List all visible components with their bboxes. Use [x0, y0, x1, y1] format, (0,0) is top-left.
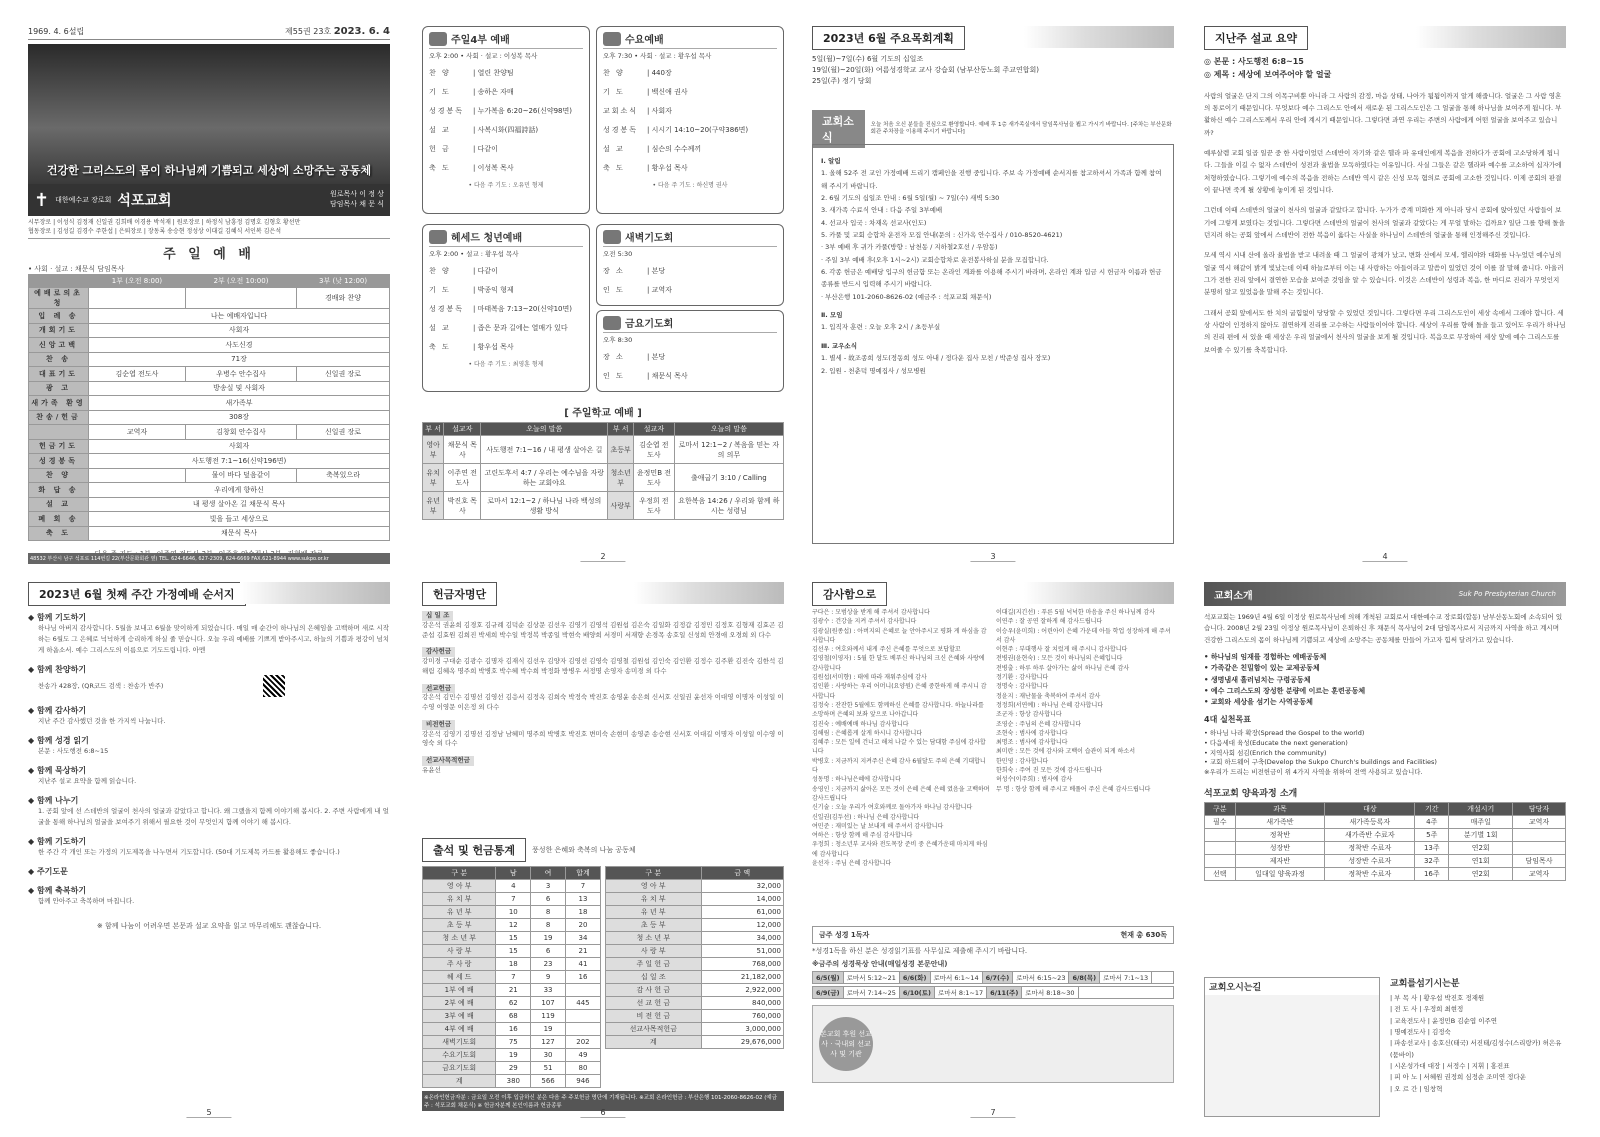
news-item: · 부산은행 101-2060-8626-02 (예금주 : 석포교회 채문식): [821, 292, 992, 301]
address-footer: 48532 부산시 남구 석포로 114번길 22(부산문화회관 옆) TEL. 624-6646, 627-2309, 624-6669 FAX.621-8944 www.sukpo.or.kr: [28, 553, 390, 564]
goal-item: • 지역사회 섬김(Enrich the community): [1204, 748, 1327, 757]
news-item: · 3부 예배 후 귀가 카풀(방향 : 남천동 / 지하철2호선 / 우암동): [821, 243, 998, 252]
thanks-entry: 김광수 : 건강을 지켜 주셔서 감사합니다: [812, 618, 917, 626]
established-date: 1969. 4. 6설립: [28, 27, 85, 36]
school-row: 영아부 채문식 목 사 사도행전 7:1~16 / 내 평생 살아온 길 초등부 김순엽 전도사 로마서 12:1~2 / 복음을 믿는 자의 의무: [423, 436, 784, 464]
servant-item: | 피 아 노 | 서혜원 권정희 심정순 조미연 정다운: [1390, 1073, 1526, 1082]
attendance-row: 3부 예 배 68 119: [423, 1010, 601, 1023]
goal-item: • 다음세대 육성(Educate the next generation): [1204, 738, 1348, 747]
order-row: 입 례 송 나는 예배자입니다: [29, 309, 390, 324]
attendance-row: 유 치 부 7 6 13: [423, 893, 601, 906]
page-2: 주일4부 예배 오후 2:00 • 사회 · 설교 : 이성복 목사 찬 양 | 열린 찬양팀 기 도 | 송하은 자매 성경봉독 | 누가복음 6:20~26(신약98면) 설 교 | 사복시화(四福詩話) 헌 금 | 다같이 축 도 | 이성복 목사 • 다음 주 기도 : 오유민 형제 수요예배 오후 7:30 • 사회 · 설교 : 황우섭 목사 찬 양 | 440장 기 도 | 백신애 권사 교회소식 | 사회자 성경봉독 | 시시기 14:10~20(구약386면) 설 교 | 심슨의 수수께끼 축 도 | 황우섭 목사 • 다음 주 기도 : 하신명 권사 헤세드 청년예배 오후 2:00 • 설교 : 황우섭 목사 찬 양 | 다같이 기 도 | 박종익 형제 성경봉독 | 마태복음 7:13~20(신약10면) 설 교 | 좁은 문과 길에는 열매가 있다 축 도 | 황우섭 목사 • 다음 주 기도 : 최영훈 형제 새벽기도회 오전 5:30 장 소 | 본당 인 도 | 교역자 금요기도회 오후 8:30 장 소 | 본당 인 도 | 채문식 목사 [ 주일학교 예배 ] 부 서 설교자 오늘의 말씀 부 서 설교자 오늘의 말씀 영아부 채문식 목 사 사도행전 7:1~16 / 내 평생 살아온 길 초등부 김순엽 전도사 로마서 12:1~2 / 복음을 믿는 자의 의무 유치부 이주연 전도사 고린도후서 4:7 / 우리는 예수님을 자랑하는 교회야요 청소년부 윤정민B 전도사 출애굽기 3:10 / Calling 유년부 박진호 목 사 로마서 12:1~2 / 하나님 나라 백성의 생활 방식 사랑부 우정희 전도사 요한복음 14:26 / 우리와 함께 하시는 성령님 2: [422, 26, 784, 564]
servant-item: | 오 르 간 | 임창혁: [1390, 1084, 1443, 1093]
worship-row: 찬 양 | 다같이: [429, 267, 498, 275]
sermon-summary-title: 지난주 설교 요약: [1204, 26, 1308, 50]
thanks-entry: 허성수(이주희) : 범사에 감사: [996, 776, 1073, 784]
thanks-entry: 신기술 : 오늘 우리가 여호와께로 돌아가자 하나님 감사합니다: [812, 804, 973, 812]
education-row: 성장반 정착반 수료자 13주 연2회: [1205, 841, 1566, 854]
thanks-entry: 여하은 : 항상 함께 해 주심 감사합니다: [812, 832, 913, 840]
thanks-entry: 우정희 : 청소년부 교사와 전도목장 준비 중 은혜가운데 마치게 하심에 감사합니다: [812, 841, 988, 858]
thanks-entry: 정명숙 : 감사합니다: [996, 683, 1049, 691]
offering-row: 유 년 부 61,000: [606, 906, 784, 919]
sunday-school-title: [ 주일학교 예배 ]: [564, 408, 642, 419]
attendance-row: 금요기도회 29 51 80: [423, 1062, 601, 1075]
school-row: 유년부 박진호 목 사 로마서 12:1~2 / 하나님 나라 백성의 생활 방식 사랑부 우정희 전도사 요한복음 14:26 / 우리와 함께 하시는 성령님: [423, 492, 784, 520]
page-8: [1204, 582, 1566, 1120]
directions-title: 교회오시는길: [1205, 978, 1379, 995]
attendance-row: 2부 예 배 62 107 445: [423, 997, 601, 1010]
sermon-paragraph: 예루살렘 교회 일곱 일꾼 중 한 사람이었던 스데반이 자기와 같은 헬라 파 유대인에게 복음을 전하다가 공회에 고소당하게 됩니다. 그들을 이길 수 없자 스데반이 성전과 율법을 모독하였다는 이유입니다. 사실 그들은 같은 헬라파 예수를 고소하여 십자가에 처형하였습니다. 그렇기에 예수의 복음을 전하는 스데반 역시 같은 신성 모독 혐의로 공회에 고소한 것입니다. 이제 공회의 판결이 끝나면 죽게 될 상황에 놓이게 된 것입니다.: [1204, 148, 1562, 194]
attendance-row: 계 380 566 946: [423, 1075, 601, 1088]
thanks-entry: 최명조 : 범사에 감사합니다: [996, 739, 1068, 747]
church-servants: 교회를섬기시는분 | 부 목 사 | 황우섭 박진호 정재원 | 전 도 사 | 우정희 최현정 | 교육전도사 | 윤정민B 김순엽 이주연 | 명예전도사 | 김정숙 | 파송선교사 | 송호신(태국) 서진태/김성수(스리랑카) 허은유(뭄바이) | 시온성가대 대장 | 서정수 | 지휘 | 홍진표 | 피 아 노 | 서혜원 권정희 심정순 조미연 정다운 | 오 르 간 | 임창혁: [1390, 977, 1566, 1095]
thanks-entry: 이승우(윤미희) : 어린아이 은혜 가운데 아들 학업 성장하게 해 주셔서 감사: [996, 627, 1171, 644]
order-row: 찬송/헌금 308장: [29, 410, 390, 425]
attendance-row: 1부 예 배 21 33: [423, 984, 601, 997]
worship-row: 장 소 | 본당: [603, 353, 666, 361]
sermon-paragraph: 사람의 얼굴은 단지 그의 이목구비뿐 아니라 그 사람의 감정, 마음 상태, 나아가 됨됨이까지 알게 해줍니다. 얼굴은 그 사람 영혼의 통로이기 때문입니다. 무엇보다 예수 그리스도 안에서 새로운 된 그리스도인은 그 얼굴을 통해 하나님을 보여주게 됩니다. 부활하신 예수 그리스도께서 우리 안에 계시기 때문입니다. 그렇다면 과연 우리는 주변의 사람에게 어떤 얼굴을 보여주고 있습니까?: [1204, 91, 1562, 137]
senior-pastor: 담임목사 채 문 식: [329, 200, 384, 208]
order-row: 교역자 김창회 안수집사 신일권 장로: [29, 425, 390, 440]
plan-item: 25일(주) 정기 당회: [812, 77, 872, 86]
thanks-entry: 구다은 : 모범상을 받게 해 주셔서 감사합니다: [812, 609, 930, 616]
worship-icon: [429, 230, 447, 244]
family-worship-title: 2023년 6월 첫째 주간 가정예배 순서지: [28, 582, 246, 606]
attendance-row: 유 년 부 10 8 18: [423, 906, 601, 919]
attendance-row: 영 아 부 4 3 7: [423, 880, 601, 893]
offering-row: 청 소 년 부 34,000: [606, 932, 784, 945]
value-item: • 예수 그리스도의 장성한 분량에 이르는 훈련공동체: [1204, 686, 1366, 695]
order-row: 개회기도 사회자: [29, 323, 390, 338]
offering-row: 선교사목적헌금 3,000,000: [606, 1023, 784, 1036]
worship-title: 금요기도회: [625, 319, 674, 330]
worship-box-b5: [596, 310, 784, 392]
meditation-plan-title: ※금주의 성경묵상 안내(매일성경 본문안내): [812, 960, 948, 969]
worship-step: ◆ 함께 묵상하기 지난주 설교 요약을 함께 읽습니다.: [28, 766, 137, 786]
plan-item: 19일(월)~20일(화) 여름성경학교 교사 강습회 (남부산동노회 주교연합회): [812, 66, 1040, 75]
cross-icon: ✝: [34, 189, 50, 211]
thanks-entry: 전병권(윤현숙) : 모든 것이 하나님의 은혜입니다: [996, 655, 1123, 663]
thanks-entry: 이현주 : 부대행사 잘 치렀게 해 주시니 감사합니다: [996, 646, 1128, 654]
thanks-list: [812, 608, 1174, 918]
education-row: 선택 일대일 양육과정 정착반 수료자 16주 연2회 교역자: [1205, 867, 1566, 880]
thanks-entry: 신일권(김두선) : 하나님 은혜 감사합니다: [812, 813, 920, 821]
thanks-title: 감사함으로: [812, 582, 887, 606]
education-table: 구분 과목 대상 기간 개설시기 담당자 필수 새가족반 새가족등록자 4주 매주일 교역자 정착반 새가족반 수료자 5주 분기별 1회 성장반 정착반 수료자 13주 연2회 제자반 성장반 수료자 32주 연1회 담임목사 선택 일대일 양육과정 정착반 수료자 16주 연2회 교역자: [1204, 802, 1566, 881]
news-item: 3. 새가족 수료식 안내 : 다음 주일 3부예배: [821, 206, 943, 215]
flower-decoration: [1024, 26, 1174, 48]
thanks-entry: 박병호 : 지금까지 지켜주신 은혜 감사 6월달도 주의 은혜 기대합니다: [812, 757, 986, 775]
thanks-entry: 조현숙 : 범사에 감사합니다: [996, 729, 1068, 737]
worship-row: 성경봉독 | 마태복음 7:13~20(신약10면): [429, 305, 573, 313]
church-bar: [28, 184, 390, 216]
thanks-entry: 최미란 : 모든 것에 감사와 고백이 습관이 되게 하소서: [996, 748, 1135, 756]
worship-row: 기 도 | 백신애 권사: [603, 88, 688, 96]
news-item: 2. 입원 - 천춘덕 명예집사 / 성모병원: [821, 366, 926, 375]
worship-step: ◆ 주기도문: [28, 867, 68, 877]
sermon-text: ◎ 본문 : 사도행전 6:8~15: [1204, 57, 1304, 66]
worship-meta: 오후 7:30 • 사회 · 설교 : 황우섭 목사: [603, 52, 712, 60]
thanks-entry: 김해림 : 은혜롭게 살게 하시니 감사합니다: [812, 729, 923, 737]
statistics-note: 풍성한 은혜와 축복의 나눔 공동체: [532, 845, 636, 854]
thanks-entry: 조영순 : 주님의 은혜 감사합니다: [996, 720, 1081, 728]
thanks-entry: 김원섭(서미향) : 태에 따라 재워주심에 감사: [812, 674, 927, 682]
thanks-entry: 김광실(원종섭) : 아버지의 은혜로 늘 안아주시고 평화 게 하심을 감사합니다: [812, 627, 987, 644]
flower-decoration: [634, 582, 784, 604]
worship-icon: [603, 316, 621, 330]
worship-row: 성경봉독 | 시시기 14:10~20(구약386면): [603, 126, 749, 134]
donor-category: 비전헌금 강은석 김영기 김명선 김정남 남혜미 명주희 박병호 박진호 변미숙 손현미 송영준 송승현 신서호 이대길 이명자 이성일 이수영 이영숙 외 다수: [422, 719, 784, 748]
order-row: 설 교 내 평생 살아온 길 채문식 목사: [29, 497, 390, 512]
directions-map: [1204, 977, 1380, 1117]
worship-row: 기 도 | 박종익 형제: [429, 286, 514, 294]
welcome-note: 오늘 처음 오신 분들을 진심으로 환영합니다. 예배 후 1층 새가족실에서 담임목사님을 뵙고 가시기 바랍니다. [주차는 부산문화회관 주차장을 이용해 주시기 바랍니다]: [870, 121, 1172, 135]
flower-decoration: [1416, 26, 1566, 48]
service-leader: • 사회 · 설교 : 채문식 담임목사: [28, 265, 125, 273]
attendance-row: 사 랑 부 15 6 21: [423, 945, 601, 958]
order-row: 광 고 방송실 및 사회자: [29, 381, 390, 396]
missionary-box: 본교회 후원 선교사 · 국내외 선교사 및 기관: [812, 1005, 1174, 1083]
education-row: 필수 새가족반 새가족등록자 4주 매주일 교역자: [1205, 815, 1566, 828]
worship-title: 새벽기도회: [625, 233, 674, 244]
offering-row: 선 교 헌 금 840,000: [606, 997, 784, 1010]
attendance-row: 새벽기도회 75 127 202: [423, 1036, 601, 1049]
goal-item: • 교회 하드웨어 구축(Develop the Sukpo Church's buildings and Facilities): [1204, 758, 1437, 767]
slogan: 건강한 그리스도의 몸이 하나님께 기쁨되고 세상에 소망주는 공동체: [46, 164, 372, 177]
attendance-row: 4부 예 배 16 19: [423, 1023, 601, 1036]
worship-row: 장 소 | 본당: [603, 267, 666, 275]
thanks-entry: 이대길(지긴선) : 푸른 5월 넉넉한 마음을 주신 하나님께 감사: [996, 609, 1156, 616]
family-worship-note: ※ 함께 나눔이 어려우면 본문과 설교 요약을 읽고 마무리해도 괜찮습니다.: [96, 922, 322, 931]
donor-category: 감사헌금 강미경 구대순 김광수 김명자 김재식 김선우 김양자 김영선 김영숙 김영철 김원섭 김인숙 김인환 김정수 김주환 김진숙 김한석 김해림 김혜옥 명주희 박병호 박수혜 박수희 박정화 방병우 서정명 손영자 송미경 외 다수: [422, 647, 784, 675]
offering-row: 계 29,676,000: [606, 1036, 784, 1049]
page-7: 감사함으로 구다은 : 모범상을 받게 해 주셔서 감사합니다 김광수 : 건강을 지켜 주셔서 감사합니다 김광실(원종섭) : 아버지의 은혜로 늘 안아주시고 평화 게 하심을 감사합니다 김선우 : 여호와께서 내게 주신 은혜를 무엇으로 보답할꼬 김영철(이영자) : 5월 한 달도 베푸신 하나님의 크신 은혜와 사랑에 감사합니다 김원섭(서미향) : 태에 따라 재워주심에 감사 김인환 : 사랑하는 우리 어머니(요양원) 은혜 중한하게 해 주시니 감사합니다 김정숙 : 잔잔한 5월에도 함께하신 은혜를 감사합니다. 하늘나라를 소망하며 은혜의 보좌 앞으로 나아갑니다 김진숙 : 예배예배 하나님 감사합니다 김해림 : 은혜롭게 살게 하시니 감사합니다 김혜주 : 모든 일에 건너고 해쳐 나갈 수 있는 담대함 주심에 감사합니다 박병호 : 지금까지 지켜주신 은혜 감사 6월달도 주의 은혜 기대합니다 성동명 : 하나님은혜에 감사합니다 송영인 : 지금까지 삶아온 모든 것이 은혜 은혜 은혜 였음을 고백하며 감사드립니다 신기술 : 오늘 우리가 여호와께로 돌아가자 하나님 감사합니다 신일권(김두선) : 하나님 은혜 감사합니다 여민준 : 재미있는 날 보내게 해 주셔서 감사합니다 여하은 : 항상 함께 해 주심 감사합니다 우정희 : 청소년부 교사와 전도목장 준비 중 은혜가운데 마치게 하심에 감사합니다 윤선자 : 주님 은혜 감사합니다 이대길(지긴선) : 푸른 5월 넉넉한 마음을 주신 하나님께 감사 이연주 : 잘 공연 잘하게 해 감사드립니다 이승우(윤미희) : 어린아이 은혜 가운데 아들 학업 성장하게 해 주셔서 감사 이현주 : 부대행사 잘 치렀게 해 주시니 감사합니다 전병권(윤현숙) : 모든 것이 하나님의 은혜입니다 전병출 : 하루 하루 살아가는 삶이 하나님 은혜 감사 정기환 : 감사합니다 정명숙 : 감사합니다 정윤지 : 재난물을 축복하여 주셔서 감사 정정희(서연예) : 하나님 은혜 감사합니다 조군자 : 항상 감사합니다 조영순 : 주님의 은혜 감사합니다 조현숙 : 범사에 감사합니다 최명조 : 범사에 감사합니다 최미란 : 모든 것에 감사와 고백이 습관이 되게 하소서 한민영 : 감사합니다 한희숙 : 주여 진 모든 것에 감사드립니다 허성수(이주희) : 범사에 감사 무 명 : 항상 함께 해 주시고 베풀어 주신 은혜 감사드립니다 금주 성경 1독자 현재 총 630독 *성경1독을 하신 분은 성경읽기표를 사무실로 제출해 주시기 바랍니다. ※금주의 성경묵상 안내(매일성경 본문안내) 6/5(월) 로마서 5:12~21 6/6(화) 로마서 6:1~14 6/7(수) 로마서 6:15~23 6/8(목) 로마서 7:1~13 6/9(금) 로마서 7:14~25 6/10(토) 로마서 8:1~17 6/11(주) 로마서 8:18~30 본교회 후원 선교사 · 국내외 선교사 및 기관 7: [812, 582, 1174, 1120]
worship-box-b1: [422, 26, 590, 214]
page-3: 2023년 6월 주요목회계획 5일(월)~7일(수) 6월 기도의 십일조 19일(월)~20일(화) 여름성경학교 교사 강습회 (남부산동노회 주교연합회) 25일(주) 정기 당회 교회소식 오늘 처음 오신 분들을 진심으로 환영합니다. 예배 후 1층 새가족실에서 담임목사님을 뵙고 가시기 바랍니다. [주차는 부산문화회관 주차장을 이용해 주시기 바랍니다] Ⅰ. 알림 1. 올해 52주 전 교인 가정예배 드리기 캠페인을 진행 중입니다. 주보 속 가정예배 순서지를 참고하셔서 가족과 함께 참여해 주시기 바랍니다. 2. 6월 기도의 십일조 안내 : 6월 5일(월) ~ 7일(수) 새벽 5:30 3. 새가족 수료식 안내 : 다음 주일 3부예배 4. 선교사 입국 : 차재옥 선교사(인도) 5. 카풀 및 교회 승합차 운전자 모집 안내(문의 : 신가옥 안수집사 / 010-8520-4621) · 3부 예배 후 귀가 카풀(방향 : 남천동 / 지하철2호선 / 우암동) · 주일 3부 예배 후(오후 1시~2시) 교회승합차로 운전봉사하실 분을 모집합니다. 6. 각종 헌금은 예배당 입구의 헌금함 또는 온라인 계좌를 이용해 주시기 바라며, 온라인 계좌 입금 시 헌금자 이름과 헌금 종류를 반드시 입력해 주시기 바랍니다. · 부산은행 101-2060-8626-02 (예금주 : 석포교회 채문식) Ⅱ. 모임 1. 입직자 훈련 : 오늘 오후 2시 / 초등부실 Ⅲ. 교우소식 1. 별세 - 故조종희 성도(정동희 성도 아내 / 정다운 집사 모친 / 박준성 집사 장모) 2. 입원 - 천춘덕 명예집사 / 성모병원 3: [812, 26, 1174, 564]
thanks-entry: 조군자 : 항상 감사합니다: [996, 711, 1062, 719]
page-4: 지난주 설교 요약 ◎ 본문 : 사도행전 6:8~15 ◎ 제목 : 세상에 보여주어야 할 얼굴 사람의 얼굴은 단지 그의 이목구비뿐 아니라 그 사람의 감정, 마음 상태, 나아가 됨됨이까지 알게 해줍니다. 얼굴은 그 사람 영혼의 통로이기 때문입니다. 무엇보다 예수 그리스도 안에서 새로운 된 그리스도인은 그 얼굴을 통해 하나님을 보여주게 됩니다. 부활하신 예수 그리스도께서 우리 안에 계시기 때문입니다. 그렇다면 과연 우리는 주변의 사람에게 어떤 얼굴을 보여주고 있습니까? 예루살렘 교회 일곱 일꾼 중 한 사람이었던 스데반이 자기와 같은 헬라 파 유대인에게 복음을 전하다가 공회에 고소당하게 됩니다. 그들을 이길 수 없자 스데반이 성전과 율법을 모독하였다는 이유입니다. 사실 그들은 같은 헬라파 예수를 고소하여 십자가에 처형하였습니다. 그렇기에 예수의 복음을 전하는 스데반 역시 같은 신성 모독 혐의로 공회에 고소한 것입니다. 이제 공회의 판결이 끝나면 죽게 될 상황에 놓이게 된 것입니다. 그런데 이때 스데반의 얼굴이 천사의 얼굴과 같았다고 합니다. 누가가 증계 미화한 게 아니라 당시 공회에 앉아있던 사람들이 보기에 그렇게 보였다는 것입니다. 그렇다면 스데반의 얼굴이 천사의 얼굴과 같았다는 게 무얼 말하는 겁까요? 일단 그를 향해 돌을 던지려 하는 공회 앞에서 스데반이 전한 복음이 옳다는 사실을 하나님이 스데반의 얼굴을 통해 인정해주신 것입니다. 모세 역시 시내 산에 올라 율법을 받고 내려올 때 그 얼굴이 광채가 났고, 변화 산에서 모세, 엘리야와 대화를 나누었던 예수님의 얼굴 역시 해같이 밝게 빛났는데 이때 하늘로부터 이는 내 사랑하는 아들이라고 말씀이 있었던 것이 이를 잘 말해 줍니다. 아울러 그가 전한 진리 앞에서 결연한 모습을 보여준 것임을 알 수 있습니다. 이것은 스데반이 성령과 복음, 한 마디로 진리가 무엇인지 분명히 알고 있었음을 말해 주는 것입니다. 그래서 공회 앞에서도 한 치의 굽힘없이 당당할 수 있었던 것입니다. 그렇다면 우리 그리스도인이 세상 속에서 그래야 합니다. 세상 사람이 인정하지 않아도 결연하게 진리를 고수하는 사람들이어야 합니다. 세상이 우리를 향해 돌을 들고 있어도 우리가 하나님의 진리 편에 서 있을 때 세상은 우리 얼굴에서 천사의 얼굴을 보게 될 것입니다. 복음으로 무장하여 세상 앞에 예수 그리스도를 보여줄 수 있기를 축복합니다. 4: [1204, 26, 1566, 564]
servant-item: | 파송선교사 | 송호신(태국) 서진태/김성수(스리랑카) 허은유(뭄바이): [1390, 1039, 1562, 1059]
meditation-plan: 6/5(월) 로마서 5:12~21 6/6(화) 로마서 6:1~14 6/7(수) 로마서 6:15~23 6/8(목) 로마서 7:1~13 6/9(금) 로마서 7:14~25 6/10(토) 로마서 8:1~17 6/11(주) 로마서 8:18~30: [812, 971, 1174, 999]
statistics-title: 출석 및 헌금통계: [422, 838, 526, 862]
worship-row: 인 도 | 교역자: [603, 286, 672, 294]
donor-category: 선교사목적헌금 유윤선: [422, 752, 784, 776]
news-item: 1. 올해 52주 전 교인 가정예배 드리기 캠페인을 진행 중입니다. 주보 속 가정예배 순서지를 참고하셔서 가족과 함께 참여해 주시기 바랍니다.: [821, 169, 1162, 190]
page-6: 헌금자명단 십 일 조 강은석 권윤희 김경호 김규례 김덕순 김상문 김선우 김영기 김영석 김원섭 김은숙 김일화 김정갑 김정민 김정호 김형재 김효곤 김준섭 김효원 김희진 박세희 박수일 박정복 박종일 박현숙 배양희 서경미 서재향 손경목 송호일 신성희 안경애 오경희 외 다수 감사헌금 강미경 구대순 김광수 김명자 김재식 김선우 김양자 김영선 김영숙 김영철 김원섭 김인숙 김인환 김정수 김주환 김진숙 김한석 김해림 김혜옥 명주희 박병호 박수혜 박수희 박정화 방병우 서정명 손영자 송미경 외 다수 선교헌금 강은석 김민수 김명선 김영선 김응서 김정옥 김희숙 박정숙 박진호 송영윤 송은희 신서호 신일권 윤선자 이대영 이명자 이성일 이수영 이영문 이은정 외 다수 비전헌금 강은석 김영기 김명선 김정남 남혜미 명주희 박병호 박진호 변미숙 손현미 송영준 송승현 신서호 이대길 이명자 이성일 이수영 이영숙 외 다수 선교사목적헌금 유윤선 출석 및 헌금통계 풍성한 은혜와 축복의 나눔 공동체 구 분 남 여 합계 영 아 부 4 3 7 유 치 부 7 6 13 유 년 부 10 8 18 초 등 부 12 8 20 청 소 년 부 15 19 34 사 랑 부 15 6 21 주 사 랑 18 23 41 헤 세 드 7 9 16 1부 예 배 21 33 2부 예 배 62 107 445 3부 예 배 68 119 4부 예 배 16 19 새벽기도회 75 127 202 수요기도회 19 30 49 금요기도회 29 51 80 계 380 566 946 구 분 금 액 영 아 부 32,000 유 치 부 14,000 유 년 부 61,000 초 등 부 12,000 청 소 년 부 34,000 사 랑 부 51,000 주 일 헌 금 768,000 십 일 조 21,182,000 감 사 헌 금 2,922,000 선 교 헌 금 840,000 비 전 헌 금 760,000 선교사목적헌금 3,000,000 계 29,676,000 ※온라인헌금자분 : 금요일 오전 이후 입금하신 분은 다음 주 주보헌금 명단에 기재됩니다. ※교회 온라인헌금 : 부산은행 101-2060-8626-02 (예금주 : 석포교회 채문식) ※ 헌금자분께 본인이름과 헌금종류 6: [422, 582, 784, 1120]
servant-item: | 부 목 사 | 황우섭 박진호 정재원: [1390, 993, 1485, 1002]
news-title: 교회소식: [812, 110, 865, 148]
goal-item: ※우리가 드리는 비전헌금이 위 4가지 사역을 위하여 전액 사용되고 있습니다.: [1204, 768, 1423, 777]
thanks-entry: 한희숙 : 주여 진 모든 것에 감사드립니다: [996, 767, 1103, 775]
goals-title: 4대 실천목표: [1204, 715, 1251, 725]
offering-row: 초 등 부 12,000: [606, 919, 784, 932]
thanks-entry: 여민준 : 재미있는 날 보내게 해 주셔서 감사합니다: [812, 822, 944, 830]
church-intro: 석포교회는 1969년 4월 6일 이정상 원로목사님에 의해 개척된 교회로서 대한예수교 장로회(합동) 남부산동노회에 소속되어 있습니다. 2008년 2월 23일 이정상 원로목사님이 은퇴하신 후 채문식 목사님이 2대 담임목사로서 지금까지 사역을 하고 계시며 건강한 그리스도의 몸이 하나님께 기쁨되고 세상에 소망주는 공동체를 만들어 가고자 힘써 달려가고 있습니다.: [1204, 613, 1563, 644]
news-item: 1. 입직자 훈련 : 오늘 오후 2시 / 초등부실: [821, 323, 941, 332]
worship-row: 찬 양 | 열린 찬양팀: [429, 69, 514, 77]
worship-title: 주일4부 예배: [451, 35, 510, 46]
thanks-entry: 정정희(서연예) : 하나님 은혜 감사합니다: [996, 701, 1104, 709]
servant-item: | 명예전도사 | 김정숙: [1390, 1027, 1451, 1036]
news-item: 6. 각종 헌금은 예배당 입구의 헌금함 또는 온라인 계좌를 이용해 주시기 바라며, 온라인 계좌 입금 시 헌금자 이름과 헌금 종류를 반드시 입력해 주시기 바랍니다.: [821, 268, 1162, 289]
sermon-paragraph: 그래서 공회 앞에서도 한 치의 굽힘없이 당당할 수 있었던 것입니다. 그렇다면 우리 그리스도인이 세상 속에서 그래야 합니다. 세상 사람이 인정하지 않아도 결연하게 진리를 고수하는 사람들이어야 합니다. 세상이 우리를 향해 돌을 들고 있어도 우리가 하나님의 진리 편에 서 있을 때 세상은 우리 얼굴에서 천사의 얼굴을 보게 될 것입니다. 복음으로 무장하여 세상 앞에 예수 그리스도를 보여줄 수 있기를 축복합니다.: [1204, 308, 1566, 354]
thanks-entry: 성동명 : 하나님은혜에 감사합니다: [812, 776, 901, 784]
goals-list: [1204, 729, 1566, 778]
order-row: 찬 송 71장: [29, 352, 390, 367]
worship-row: 축 도 | 황우섭 목사: [603, 164, 688, 172]
worship-meta: 오후 8:30: [603, 336, 633, 344]
next-prayer: • 다음 주 기도 : 오유민 형제: [468, 182, 544, 189]
sunday-school-table: 부 서 설교자 오늘의 말씀 부 서 설교자 오늘의 말씀 영아부 채문식 목 사 사도행전 7:1~16 / 내 평생 살아온 길 초등부 김순엽 전도사 로마서 12:1~2 / 복음을 믿는 자의 의무 유치부 이주연 전도사 고린도후서 4:7 / 우리는 예수님을 자랑하는 교회야요 청소년부 윤정민B 전도사 출애굽기 3:10 / Calling 유년부 박진호 목 사 로마서 12:1~2 / 하나님 나라 백성의 생활 방식 사랑부 우정희 전도사 요한복음 14:26 / 우리와 함께 하시는 성령님: [422, 422, 784, 520]
worship-step: ◆ 함께 기도하기 한 주간 각 개인 또는 가정의 기도제목을 나누면서 기도합니다. (50대 기도제목 카드를 활용해도 좋습니다.): [28, 837, 340, 857]
next-prayer: • 다음 주 기도 : 최영훈 형제: [468, 361, 544, 368]
denomination: 대한예수교 장로회: [55, 196, 112, 204]
value-item: • 하나님의 임재를 경험하는 예배공동체: [1204, 653, 1327, 662]
sunday-service-title: 주 일 예 배: [163, 247, 255, 262]
school-row: 유치부 이주연 전도사 고린도후서 4:7 / 우리는 예수님을 자랑하는 교회야요 청소년부 윤정민B 전도사 출애굽기 3:10 / Calling: [423, 464, 784, 492]
thanks-entry: 한민영 : 감사합니다: [996, 757, 1049, 765]
order-row: 성경봉독 사도행전 7:1~16(신약196면): [29, 454, 390, 469]
offering-row: 주 일 헌 금 768,000: [606, 958, 784, 971]
offering-row: 감 사 헌 금 2,922,000: [606, 984, 784, 997]
worship-row: 헌 금 | 다같이: [429, 145, 498, 153]
worship-title: 수요예배: [625, 35, 664, 46]
worship-step: ◆ 함께 기도하기 하나님 아버지 감사합니다. 5월을 보내고 6월을 맞이하게 되었습니다. 매일 매 순간이 하나님의 은혜임을 고백하며 새로 시작하는 6월도 그 은혜로 넉넉하게 승리하게 하실 줄 믿습니다. 오늘 우리 예배를 기쁘게 받아주시고, 하늘의 기쁨과 평강이 넘치게 하옵소서. 예수 그리스도의 이름으로 기도드립니다. 아멘: [28, 613, 390, 655]
worship-row: 축 도 | 이성복 목사: [429, 164, 514, 172]
worship-meta: 오전 5:30: [603, 250, 633, 258]
bulletin-date: 2023. 6. 4: [333, 26, 390, 37]
thanks-entry: 이연주 : 잘 공연 잘하게 해 감사드립니다: [996, 618, 1103, 626]
offering-table: 구 분 금 액 영 아 부 32,000 유 치 부 14,000 유 년 부 61,000 초 등 부 12,000 청 소 년 부 34,000 사 랑 부 51,000 주 일 헌 금 768,000 십 일 조 21,182,000 감 사 헌 금 2,922,000 선 교 헌 금 840,000 비 전 헌 금 760,000 선교사목적헌금 3,000,000 계 29,676,000: [605, 866, 784, 1049]
thanks-entry: 김혜주 : 모든 일에 건너고 해쳐 나갈 수 있는 담대함 주심에 감사합니다: [812, 739, 986, 756]
news-box: Ⅰ. 알림 1. 올해 52주 전 교인 가정예배 드리기 캠페인을 진행 중입니다. 주보 속 가정예배 순서지를 참고하셔서 가족과 함께 참여해 주시기 바랍니다. 2. 6월 기도의 십일조 안내 : 6월 5일(월) ~ 7일(수) 새벽 5:30 3. 새가족 수료식 안내 : 다음 주일 3부예배 4. 선교사 입국 : 차재옥 선교사(인도) 5. 카풀 및 교회 승합차 운전자 모집 안내(문의 : 신가옥 안수집사 / 010-8520-4621) · 3부 예배 후 귀가 카풀(방향 : 남천동 / 지하철2호선 / 우암동) · 주일 3부 예배 후(오후 1시~2시) 교회승합차로 운전봉사하실 분을 모집합니다. 6. 각종 헌금은 예배당 입구의 헌금함 또는 온라인 계좌를 이용해 주시기 바라며, 온라인 계좌 입금 시 헌금자 이름과 헌금 종류를 반드시 입력해 주시기 바랍니다. · 부산은행 101-2060-8626-02 (예금주 : 석포교회 채문식) Ⅱ. 모임 1. 입직자 훈련 : 오늘 오후 2시 / 초등부실 Ⅲ. 교우소식 1. 별세 - 故조종희 성도(정동희 성도 아내 / 정다운 집사 모친 / 박준성 집사 장모) 2. 입원 - 천춘덕 명예집사 / 성모병원: [812, 144, 1174, 544]
order-row: 폐 회 송 빛을 들고 세상으로: [29, 512, 390, 527]
worship-row: 인 도 | 채문식 목사: [603, 372, 688, 380]
education-title: 석포교회 양육과정 소개: [1204, 788, 1298, 799]
worship-row: 찬 양 | 440장: [603, 69, 672, 77]
worship-row: 축 도 | 황우섭 목사: [429, 343, 514, 351]
news-item: · 주일 3부 예배 후(오후 1시~2시) 교회승합차로 운전봉사하실 분을 모집합니다.: [821, 255, 1049, 264]
congregation-photo: [28, 44, 390, 184]
thanks-entry: 김선우 : 여호와께서 내게 주신 은혜를 무엇으로 보답할꼬: [812, 646, 961, 654]
order-row: 헌금기도 사회자: [29, 439, 390, 454]
plan-item: 5일(월)~7일(수) 6월 기도의 십일조: [812, 55, 924, 63]
order-row: 화 답 송 우리에게 향하신: [29, 483, 390, 498]
education-row: 정착반 새가족반 수료자 5주 분기별 1회: [1205, 828, 1566, 841]
masthead: [28, 26, 390, 40]
qr-code-icon: [263, 675, 285, 697]
order-row: 새가족 환영 새가족부: [29, 396, 390, 411]
worship-row: 교회소식 | 사회자: [603, 107, 672, 115]
flower-decoration: [1024, 582, 1174, 604]
thanks-entry: 김인환 : 사랑하는 우리 어머니(요양원) 은혜 중한하게 해 주시니 감사합니다: [812, 683, 987, 700]
monthly-plan-title: 2023년 6월 주요목회계획: [812, 26, 965, 50]
bible-reading-count: 금주 성경 1독자 현재 총 630독: [812, 926, 1174, 944]
worship-row: 기 도 | 송하은 자매: [429, 88, 514, 96]
page-1: [28, 26, 390, 564]
servant-item: | 교육전도사 | 윤정민B 김순엽 이주연: [1390, 1016, 1498, 1025]
order-row: 축 도 채문식 목사: [29, 526, 390, 541]
order-row: 찬 양 물이 바다 덮음같이 축복있으라: [29, 468, 390, 483]
servant-item: | 시온성가대 대장 | 서정수 | 지휘 | 홍진표: [1390, 1062, 1510, 1070]
worship-meta: 오후 2:00 • 설교 : 황우섭 목사: [429, 250, 519, 258]
thanks-entry: 윤선자 : 주님 은혜 감사합니다: [812, 860, 892, 868]
sermon-subject: ◎ 제목 : 세상에 보여주어야 할 얼굴: [1204, 69, 1332, 79]
donor-category: 선교헌금 강은석 김민수 김명선 김영선 김응서 김정옥 김희숙 박정숙 박진호 송영윤 송은희 신서호 신일권 윤선자 이대영 이명자 이성일 이수영 이영문 이은정 외 다수: [422, 683, 784, 711]
offering-row: 사 랑 부 51,000: [606, 945, 784, 958]
order-row: 신앙고백 사도신경: [29, 338, 390, 353]
value-item: • 가족같은 친밀함이 있는 교제공동체: [1204, 664, 1320, 673]
donor-list-title: 헌금자명단: [422, 582, 497, 606]
worship-icon: [603, 32, 621, 46]
church-name: 석포교회: [117, 193, 172, 209]
worship-row: 성경봉독 | 누가복음 6:20~26(신약98면): [429, 107, 573, 115]
goal-item: • 하나님 나라 확장(Spread the Gospel to the world): [1204, 729, 1365, 738]
offering-row: 유 치 부 14,000: [606, 893, 784, 906]
emeritus-pastor: 원로목사 이 정 상: [329, 190, 384, 199]
intro-banner: 교회소개 Suk Po Presbyterian Church: [1204, 582, 1566, 606]
worship-box-b3: [422, 224, 590, 392]
worship-step: ◆ 함께 찬양하기 찬송가 428장, (QR코드 검색 : 찬송가 반주): [28, 664, 390, 697]
value-item: • 생명냄새 흘러넘치는 구령공동체: [1204, 675, 1311, 684]
news-item: 4. 선교사 입국 : 차재옥 선교사(인도): [821, 218, 927, 227]
attendance-row: 수요기도회 19 30 49: [423, 1049, 601, 1062]
offering-row: 십 일 조 21,182,000: [606, 971, 784, 984]
offering-row: 비 전 헌 금 760,000: [606, 1010, 784, 1023]
order-row: 예배로의초청 경배와 찬양: [29, 288, 390, 309]
thanks-entry: 김정숙 : 잔잔한 5월에도 함께하신 은혜를 감사합니다. 하늘나라를 소망하며 은혜의 보좌 앞으로 나아갑니다: [812, 701, 984, 719]
worship-box-b4: [596, 224, 784, 306]
sermon-paragraph: 그런데 이때 스데반의 얼굴이 천사의 얼굴과 같았다고 합니다. 누가가 증계 미화한 게 아니라 당시 공회에 앉아있던 사람들이 보기에 그렇게 보였다는 것입니다. 그렇다면 스데반의 얼굴이 천사의 얼굴과 같았다는 게 무얼 말하는 겁까요? 일단 그를 향해 돌을 던지려 하는 공회 앞에서 스데반이 전한 복음이 옳다는 사실을 하나님이 스데반의 얼굴을 통해 인정해주신 것입니다.: [1204, 206, 1565, 240]
thanks-entry: 김진숙 : 예배예배 하나님 감사합니다: [812, 720, 909, 728]
thanks-entry: 김영철(이영자) : 5월 한 달도 베푸신 하나님의 크신 은혜와 사랑에 감사합니다: [812, 655, 985, 672]
page-5: 2023년 6월 첫째 주간 가정예배 순서지 ◆ 함께 기도하기 하나님 아버지 감사합니다. 5월을 보내고 6월을 맞이하게 되었습니다. 매일 매 순간이 하나님의 은혜임을 고백하며 새로 시작하는 6월도 그 은혜로 넉넉하게 승리하게 하실 줄 믿습니다. 오늘 우리 예배를 기쁘게 받아주시고, 하늘의 기쁨과 평강이 넘치게 하옵소서. 예수 그리스도의 이름으로 기도드립니다. 아멘 ◆ 함께 찬양하기 찬송가 428장, (QR코드 검색 : 찬송가 반주) ◆ 함께 감사하기 지난 주간 감사했던 것을 한 가지씩 나눕니다. ◆ 함께 성경 읽기 본문 : 사도행전 6:8~15 ◆ 함께 묵상하기 지난주 설교 요약을 함께 읽습니다. ◆ 함께 나누기 1. 공회 앞에 선 스데반의 얼굴이 천사의 얼굴과 같았다고 합니다. 왜 그랬을지 함께 이야기해 봅시다. 2. 주변 사람에게 내 얼굴을 통해 하나님의 얼굴을 보여주기 위해서 필요한 것이 무엇인지 함께 이야기 해 봅시다. ◆ 함께 기도하기 한 주간 각 개인 또는 가정의 기도제목을 나누면서 기도합니다. (50대 기도제목 카드를 활용해도 좋습니다.) ◆ 주기도문 ◆ 함께 축복하기 함께 안아주고 축복하며 마칩니다. ※ 함께 나눔이 어려우면 본문과 설교 요약을 읽고 마무리해도 괜찮습니다. 5: [28, 582, 390, 1120]
value-item: • 교회와 세상을 섬기는 사역공동체: [1204, 697, 1313, 706]
worship-step: ◆ 함께 나누기 1. 공회 앞에 선 스데반의 얼굴이 천사의 얼굴과 같았다고 합니다. 왜 그랬을지 함께 이야기해 봅시다. 2. 주변 사람에게 내 얼굴을 통해 하나님의 얼굴을 보여주기 위해서 필요한 것이 무엇인지 함께 이야기 해 봅시다.: [28, 796, 389, 827]
attendance-row: 주 사 랑 18 23 41: [423, 958, 601, 971]
attendance-row: 청 소 년 부 15 19 34: [423, 932, 601, 945]
worship-box-b2: [596, 26, 784, 214]
news-item: 2. 6월 기도의 십일조 안내 : 6월 5일(월) ~ 7일(수) 새벽 5:30: [821, 194, 1000, 203]
worship-title: 헤세드 청년예배: [451, 233, 523, 244]
education-row: 제자반 성장반 수료자 32주 연1회 담임목사: [1205, 854, 1566, 867]
thanks-entry: 전병출 : 하루 하루 살아가는 삶이 하나님 은혜 감사: [996, 664, 1130, 672]
online-offering-note: ※온라인헌금자분 : 금요일 오전 이후 입금하신 분은 다음 주 주보헌금 명단에 기재됩니다. ※교회 온라인헌금 : 부산은행 101-2060-8626-02 (예금주 : 석포교회 채문식) ※ 헌금자분께 본인이름과 헌금종류: [422, 1091, 784, 1111]
worship-row: 설 교 | 사복시화(四福詩話): [429, 126, 539, 134]
flower-decoration: [240, 582, 390, 604]
attendance-row: 헤 세 드 7 9 16: [423, 971, 601, 984]
thanks-entry: 송영인 : 지금까지 삶아온 모든 것이 은혜 은혜 은혜 였음을 고백하며 감사드립니다: [812, 785, 990, 802]
servant-item: | 전 도 사 | 우정희 최현정: [1390, 1005, 1464, 1014]
attendance-table: 구 분 남 여 합계 영 아 부 4 3 7 유 치 부 7 6 13 유 년 부 10 8 18 초 등 부 12 8 20 청 소 년 부 15 19 34 사 랑 부 15 6 21 주 사 랑 18 23 41 헤 세 드 7 9 16 1부 예 배 21 33 2부 예 배 62 107 445 3부 예 배 68 119 4부 예 배 16 19 새벽기도회 75 127 202 수요기도회 19 30 49 금요기도회 29 51 80 계 380 566 946: [422, 866, 601, 1088]
attendance-row: 초 등 부 12 8 20: [423, 919, 601, 932]
worship-step: ◆ 함께 성경 읽기 본문 : 사도행전 6:8~15: [28, 736, 109, 756]
worship-row: 설 교 | 좁은 문과 길에는 열매가 있다: [429, 324, 568, 332]
worship-step: ◆ 함께 감사하기 지난 주간 감사했던 것을 한 가지씩 나눕니다.: [28, 706, 166, 726]
offering-row: 영 아 부 32,000: [606, 880, 784, 893]
monthly-plan: [812, 54, 1174, 88]
thanks-entry: 무 명 : 항상 함께 해 주시고 베풀어 주신 은혜 감사드립니다: [996, 785, 1151, 793]
donor-category: 십 일 조 강은석 권윤희 김경호 김규례 김덕순 김상문 김선우 김영기 김영석 김원섭 김은숙 김일화 김정갑 김정민 김정호 김형재 김효곤 김준섭 김효원 김희진 박세희 박수일 박정복 박종일 박현숙 배양희 서경미 서재향 손경목 송호일 신성희 안경애 오경희 외 다수: [422, 611, 784, 639]
community-values: [1204, 652, 1566, 708]
news-item: 1. 별세 - 故조종희 성도(정동희 성도 아내 / 정다운 집사 모친 / 박준성 집사 장모): [821, 354, 1051, 363]
sermon-body: [1204, 90, 1566, 357]
worship-meta: 오후 2:00 • 사회 · 설교 : 이성복 목사: [429, 52, 538, 60]
worship-icon: [429, 32, 447, 46]
worship-icon: [603, 230, 621, 244]
sermon-paragraph: 모세 역시 시내 산에 올라 율법을 받고 내려올 때 그 얼굴이 광채가 났고, 변화 산에서 모세, 엘리야와 대화를 나누었던 예수님의 얼굴 역시 해같이 밝게 빛났는데 이때 하늘로부터 이는 내 사랑하는 아들이라고 말씀이 있었던 것이 이를 잘 말해 줍니다. 아울러 그가 전한 진리 앞에서 결연한 모습을 보여준 것임을 알 수 있습니다. 이것은 스데반이 성령과 복음, 한 마디로 진리가 무엇인지 분명히 알고 있었음을 말해 주는 것입니다.: [1204, 251, 1564, 297]
worship-step: ◆ 함께 축복하기 함께 안아주고 축복하며 마칩니다.: [28, 886, 135, 906]
issue-number: 제55권 23호: [285, 27, 332, 36]
staff-list: 시무장로 | 이성식 김정재 신일권 김희배 이경용 박석재 | 원로장로 | 하정식 남흥정 김명호 김형호 황선만 협동장로 | 김성길 김경수 주한섭 | 은퇴장로 | 장동록 송승현 정성상 이대길 김혜식 서인복 김은석: [28, 216, 390, 239]
order-of-worship: 1부 (오전 8:00) 2부 (오전 10:00) 3부 (낮 12:00) 예배로의초청 경배와 찬양 입 례 송 나는 예배자입니다 개회기도 사회자 신앙고백 사도신경 찬 송 71장 대표기도 김순엽 전도사 우병수 안수집사 신일권 장로 광 고 방송실 및 사회자 새가족 환영 새가족부 찬송/헌금 308장 교역자 김창회 안수집사 신일권 장로 헌금기도 사회자 성경봉독 사도행전 7:1~16(신약196면) 찬 양 물이 바다 덮음같이 축복있으라 화 답 송 우리에게 향하신 설 교 내 평생 살아온 길 채문식 목사 폐 회 송 빛을 들고 세상으로 축 도 채문식 목사: [28, 274, 390, 541]
thanks-entry: 정기환 : 감사합니다: [996, 674, 1049, 682]
thanks-entry: 정윤지 : 재난물을 축복하여 주셔서 감사: [996, 692, 1101, 700]
worship-row: 설 교 | 심슨의 수수께끼: [603, 145, 702, 153]
next-prayer: • 다음 주 기도 : 하신명 권사: [652, 182, 728, 189]
order-row: 대표기도 김순엽 전도사 우병수 안수집사 신일권 장로: [29, 367, 390, 382]
news-item: 5. 카풀 및 교회 승합차 운전자 모집 안내(문의 : 신가옥 안수집사 / 010-8520-4621): [821, 231, 1063, 240]
